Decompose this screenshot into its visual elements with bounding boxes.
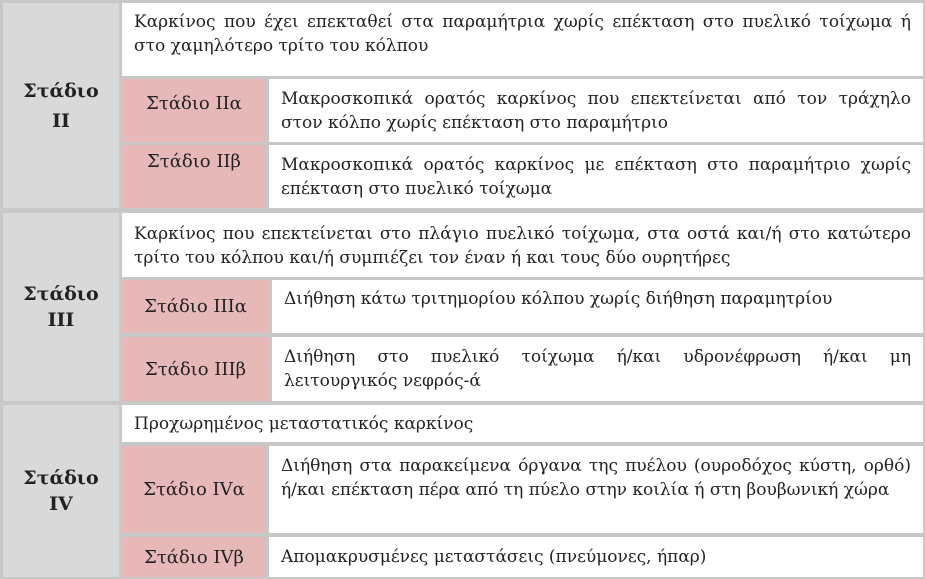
stage-iva-label: Στάδιο IVα bbox=[122, 446, 266, 533]
stage-iib-description: Μακροσκοπικά ορατός καρκίνος με επέκταση στο παραμήτριο χωρίς επέκταση στο πυελικό τοίχωμα bbox=[269, 145, 923, 208]
stage-ii-word: Στάδιο bbox=[23, 79, 99, 102]
stage-iv-numeral: IV bbox=[49, 493, 73, 515]
stage-iv-header bbox=[3, 405, 119, 577]
stage-iiib-description: Διήθηση στο πυελικό τοίχωμα ή/και υδρονέφρωση ή/και μη λειτουργικός νεφρός-ά bbox=[272, 337, 923, 401]
stage-iib-label: Στάδιο IIβ bbox=[122, 145, 266, 208]
stage-iii-numeral: III bbox=[47, 309, 75, 331]
stage-iv-description: Προχωρημένος μεταστατικός καρκίνος bbox=[122, 405, 923, 442]
stage-ii-numeral: II bbox=[52, 109, 70, 132]
stage-iia-description: Μακροσκοπικά ορατός καρκίνος που επεκτείνεται από τον τράχηλο στον κόλπο χωρίς επέκταση στο παραμήτριο bbox=[269, 79, 923, 142]
stage-iii-header bbox=[3, 213, 119, 401]
stage-ivb-label: Στάδιο IVβ bbox=[122, 537, 266, 577]
stage-ii-description: Καρκίνος που έχει επεκταθεί στα παραμήτρια χωρίς επέκταση στο πυελικό τοίχωμα ή στο χαμηλότερο τρίτο του κόλπου bbox=[122, 3, 923, 76]
stage-iii-word: Στάδιο bbox=[23, 283, 99, 305]
stage-iiia-description: Διήθηση κάτω τριτημορίου κόλπου χωρίς διήθηση παραμητρίου bbox=[272, 280, 923, 333]
stage-ivb-description: Απομακρυσμένες μεταστάσεις (πνεύμονες, ήπαρ) bbox=[269, 537, 923, 577]
stage-iva-description: Διήθηση στα παρακείμενα όργανα της πυέλου (ουροδόχος κύστη, ορθό) ή/και επέκταση πέρα από τη πύελο στην κοιλία ή στη βουβωνική χώρα bbox=[269, 446, 923, 533]
stage-iiib-label: Στάδιο IIIβ bbox=[122, 337, 269, 401]
stage-iia-label: Στάδιο IIα bbox=[122, 79, 266, 142]
stage-iiia-label: Στάδιο IIIα bbox=[122, 280, 269, 333]
stage-iii-description: Καρκίνος που επεκτείνεται στο πλάγιο πυελικό τοίχωμα, στα οστά και/ή στο κατώτερο τρίτο του κόλπου και/ή συμπιέζει τον έναν ή και τους δύο ουρητήρες bbox=[122, 213, 923, 277]
stage-ii-header bbox=[3, 3, 119, 208]
stage-iv-word: Στάδιο bbox=[23, 467, 99, 489]
